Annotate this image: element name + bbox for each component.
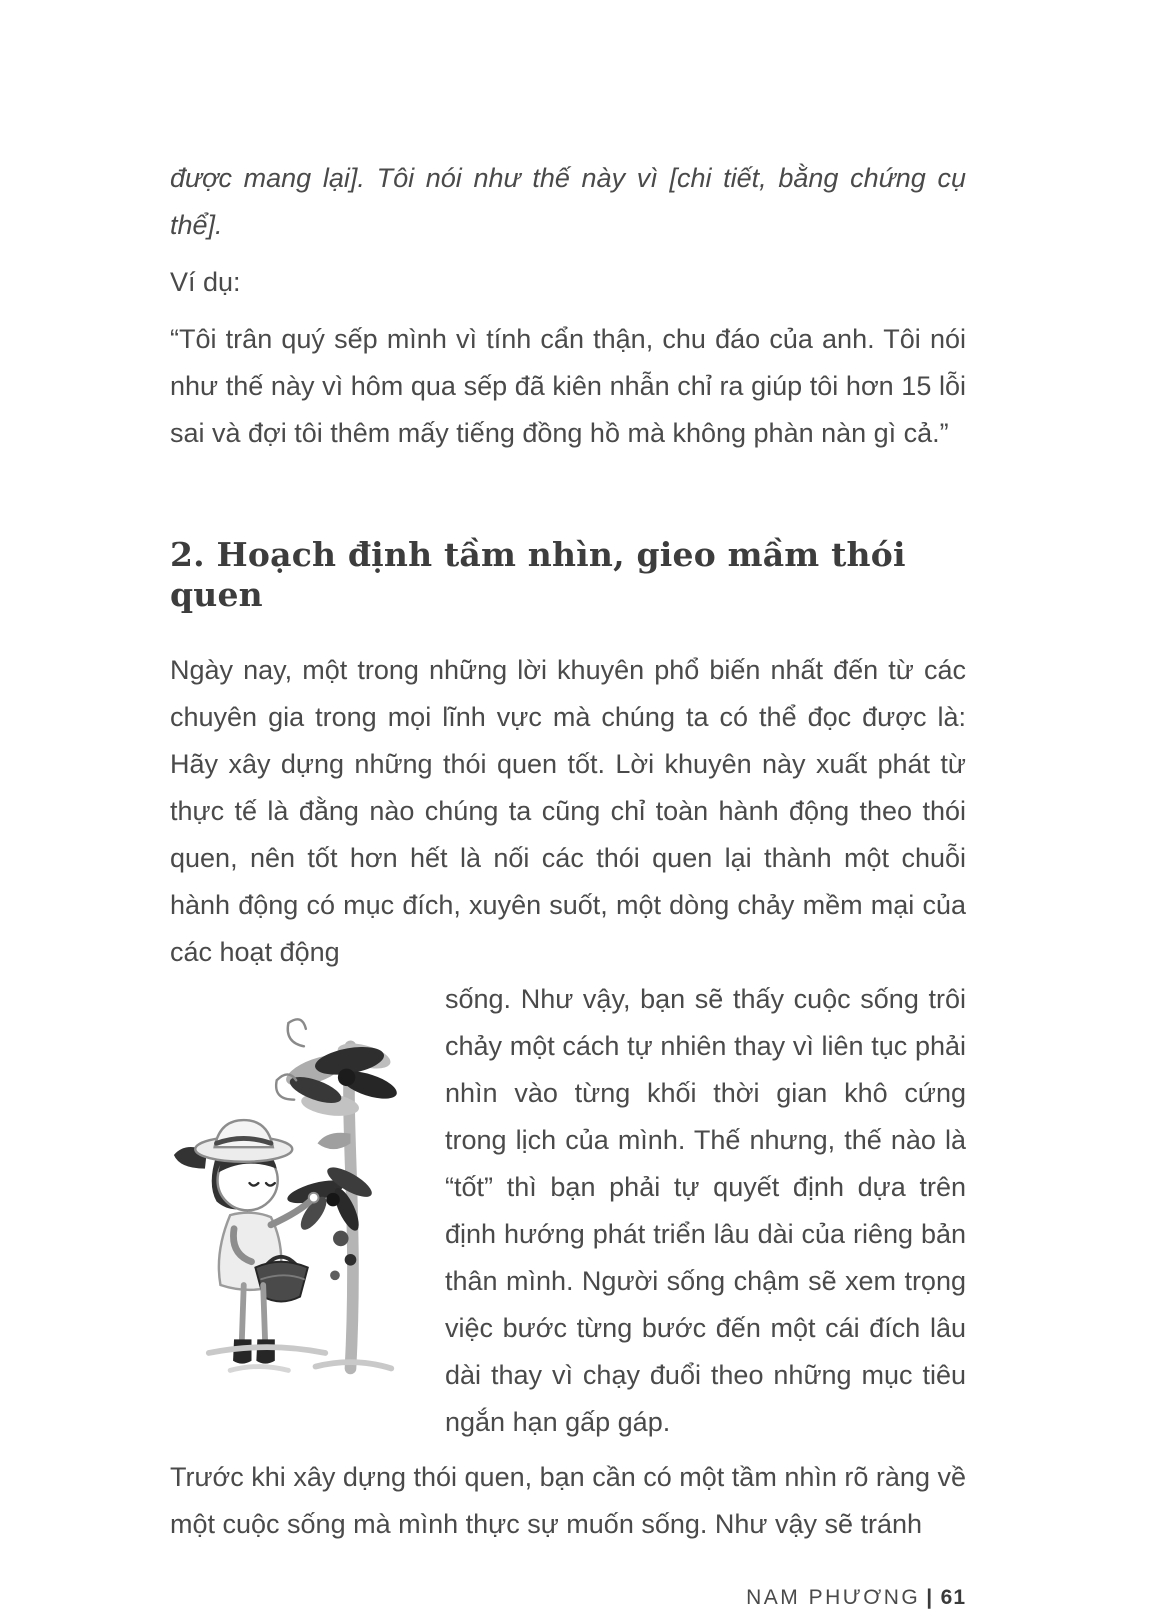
page-footer xyxy=(170,1586,966,1610)
intro-italic-text: được mang lại]. Tôi nói như thế này vì [chi tiết, bằng chứng cụ thể]. xyxy=(170,163,966,240)
page-number: 61 xyxy=(940,1586,966,1609)
section-heading: 2. Hoạch định tầm nhìn, gieo mầm thói quen xyxy=(170,535,906,614)
illustrated-text-row xyxy=(170,976,966,1446)
author-name: NAM PHƯƠNG xyxy=(746,1586,921,1609)
habit-paragraph-part2: sống. Như vậy, bạn sẽ thấy cuộc sống trôi chảy một cách tự nhiên thay vì liên tục phải nhìn vào từng khối thời gian khô cứng trong lịch của mình. Thế nhưng, thế nào là “tốt” thì bạn phải tự quyết định dựa trên định hướng phát triển lâu dài của riêng bản thân mình. Người sống chậm sẽ xem trọng việc bước từng bước đến một cái đích lâu dài thay vì chạy đuổi theo những mục tiêu ngắn hạn gấp gáp. xyxy=(445,984,966,1437)
habit-paragraph-part1: Ngày nay, một trong những lời khuyên phổ biến nhất đến từ các chuyên gia trong mọi lĩnh vực mà chúng ta có thể đọc được là: Hãy xây dựng những thói quen tốt. Lời khuyên này xuất phát từ thực tế là đằng nào chúng ta cũng chỉ toàn hành động theo thói quen, nên tốt hơn hết là nối các thói quen lại thành một chuỗi hành động có mục đích, xuyên suốt, một dòng chảy mềm mại của các hoạt động xyxy=(170,655,966,967)
closing-paragraph: Trước khi xây dựng thói quen, bạn cần có một tầm nhìn rõ ràng về một cuộc sống mà mình thực sự muốn sống. Như vậy sẽ tránh xyxy=(170,1462,966,1539)
girl-flowers-illustration xyxy=(170,976,445,1386)
footer-separator: | xyxy=(926,1586,935,1609)
example-quote: “Tôi trân quý sếp mình vì tính cẩn thận, chu đáo của anh. Tôi nói như thế này vì hôm qua sếp đã kiên nhẫn chỉ ra giúp tôi hơn 15 lỗi sai và đợi tôi thêm mấy tiếng đồng hồ mà không phàn nàn gì cả.” xyxy=(170,324,966,448)
example-label: Ví dụ: xyxy=(170,267,241,297)
